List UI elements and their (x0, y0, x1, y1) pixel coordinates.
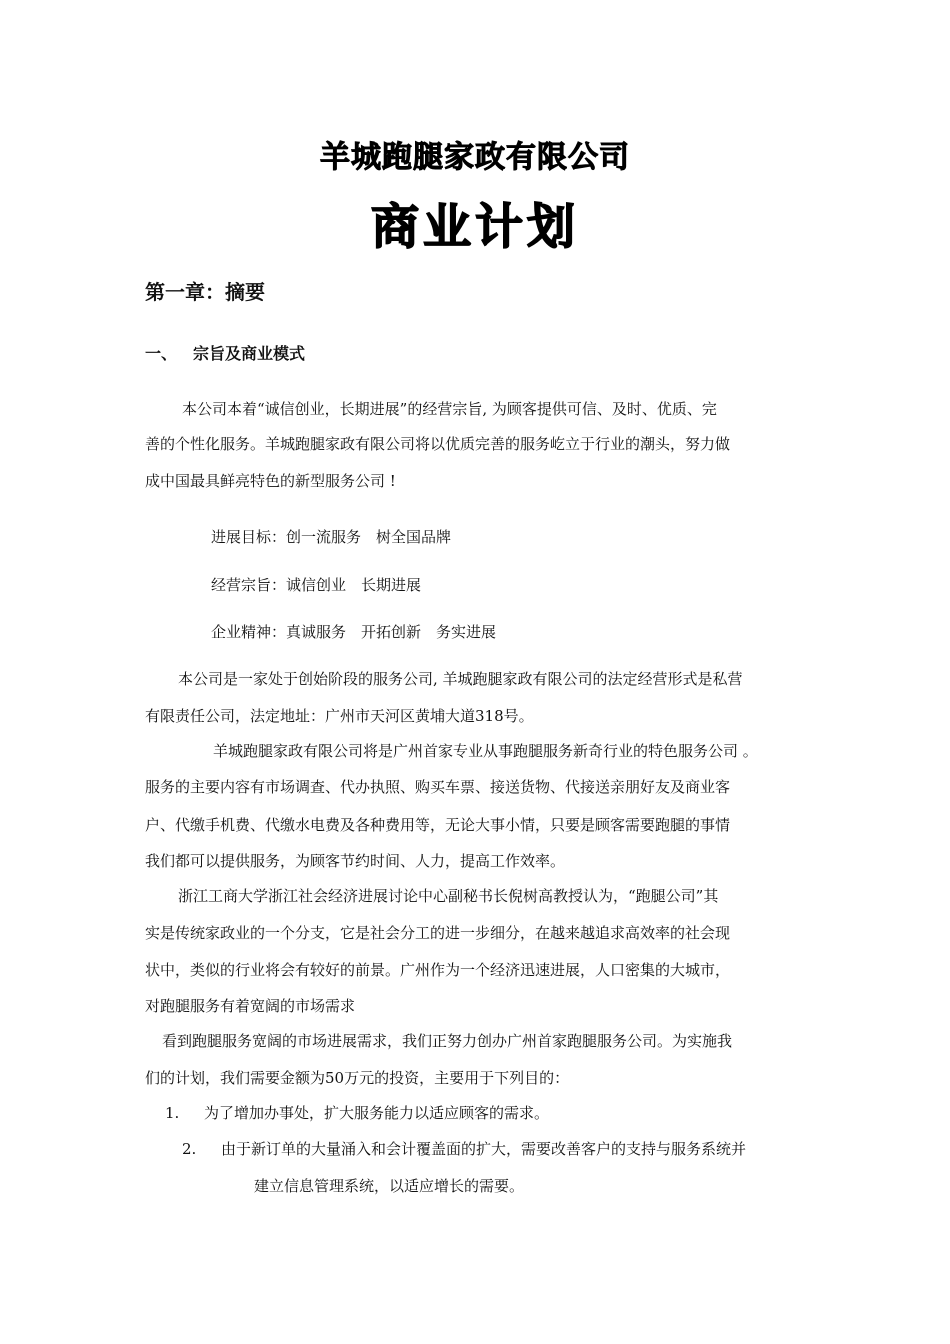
para5-line: 看到跑腿服务宽阔的市场进展需求，我们正努力创办广州首家跑腿服务公司。为实施我 (162, 1032, 733, 1050)
para4-line: 实是传统家政业的一个分支，它是社会分工的进一步细分，在越来越追求高效率的社会现 (145, 924, 731, 942)
section-number: 一、 (145, 344, 178, 363)
document-title: 商业计划 (370, 199, 579, 255)
list-item-number: 2. (182, 1140, 197, 1158)
para3-line: 户、代缴手机费、代缴水电费及各种费用等，无论大事小情，只要是顾客需要跑腿的事情 (145, 816, 731, 834)
para4-line: 浙江工商大学浙江社会经济进展讨论中心副秘书长倪树高教授认为，“跑腿公司”其 (178, 887, 719, 905)
section-label: 宗旨及商业模式 (193, 344, 306, 363)
company-title: 羊城跑腿家政有限公司 (320, 140, 630, 175)
para5-line: 们的计划，我们需要金额为50万元的投资，主要用于下列目的： (145, 1069, 570, 1087)
list-item-continuation: 建立信息管理系统，以适应增长的需要。 (254, 1177, 525, 1195)
para2-line: 有限责任公司，法定地址：广州市天河区黄埔大道318号。 (145, 707, 534, 725)
para1-line: 本公司本着“诚信创业，长期进展”的经营宗旨, 为顾客提供可信、及时、优质、完 (182, 400, 717, 418)
para3-line: 羊城跑腿家政有限公司将是广州首家专业从事跑腿服务新奇行业的特色服务公司 。 (213, 742, 758, 760)
para4-line: 对跑腿服务有着宽阔的市场需求 (145, 997, 356, 1015)
motto-purpose: 经营宗旨：诚信创业 长期进展 (211, 576, 422, 594)
para2-line: 本公司是一家处于创始阶段的服务公司, 羊城跑腿家政有限公司的法定经营形式是私营 (178, 670, 743, 688)
para3-line: 服务的主要内容有市场调查、代办执照、购买车票、接送货物、代接送亲朋好友及商业客 (145, 778, 731, 796)
para3-line: 我们都可以提供服务，为顾客节约时间、人力，提高工作效率。 (145, 852, 566, 870)
chapter-heading: 第一章：摘要 (145, 280, 265, 304)
para4-line: 状中，类似的行业将会有较好的前景。广州作为一个经济迅速进展，人口密集的大城市， (145, 961, 731, 979)
motto-goal: 进展目标：创一流服务 树全国品牌 (211, 528, 452, 546)
para1-line: 善的个性化服务。羊城跑腿家政有限公司将以优质完善的服务屹立于行业的潮头，努力做 (145, 435, 731, 453)
para1-line: 成中国最具鲜亮特色的新型服务公司 ! (145, 472, 396, 490)
section-heading (145, 341, 305, 364)
list-item-text: 为了增加办事处，扩大服务能力以适应顾客的需求。 (204, 1104, 550, 1122)
motto-spirit: 企业精神：真诚服务 开拓创新 务实进展 (211, 623, 497, 641)
list-item-text: 由于新订单的大量涌入和会计覆盖面的扩大，需要改善客户的支持与服务系统并 (221, 1140, 747, 1158)
list-item-number: 1. (165, 1104, 180, 1122)
